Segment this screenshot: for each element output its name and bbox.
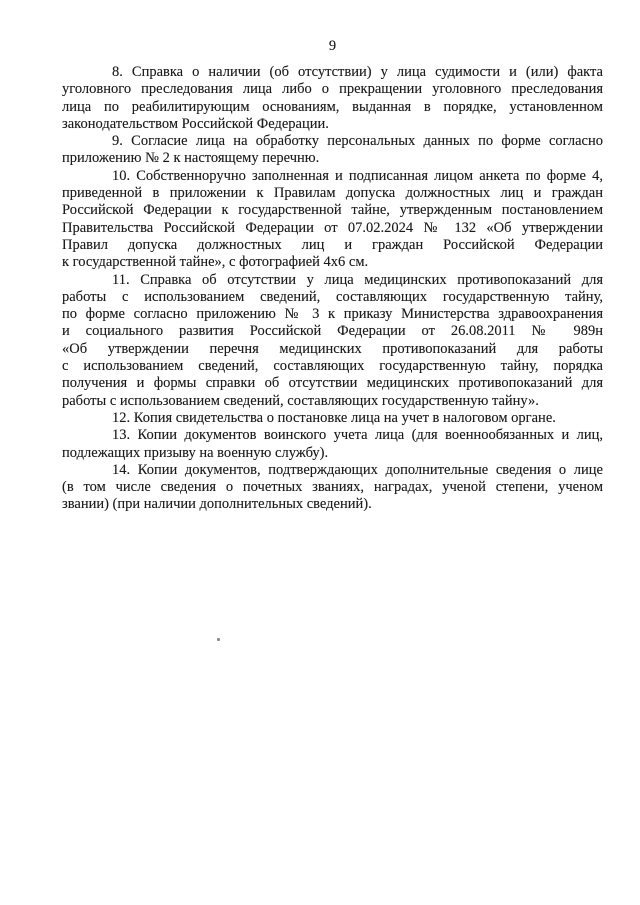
paragraph-item-8 (62, 64, 603, 133)
paragraph-item-10 (62, 168, 603, 272)
paragraph-line: 8. Справка о наличии (об отсутствии) у лица судимости и (или) факта (112, 64, 603, 80)
paragraph-line: приложению № 2 к настоящему перечню. (62, 150, 320, 167)
paragraph-item-14 (62, 462, 603, 514)
paragraph-line: лица по реабилитирующим основаниям, выданная в порядке, установленном (62, 98, 603, 115)
paragraph-item-11 (62, 272, 603, 410)
paragraph-line: работы с использованием сведений, составляющих государственную тайну». (62, 392, 539, 409)
page-number: 9 (328, 38, 337, 54)
paragraph-line: приведенной в приложении к Правилам допуска должностных лиц и граждан (62, 185, 603, 202)
paragraph-line: Правительства Российской Федерации от 07.02.2024 № 132 «Об утверждении (62, 219, 603, 236)
paragraph-line: (в том числе сведения о почетных званиях, наградах, ученой степени, ученом (62, 479, 603, 496)
paragraph-line: к государственной тайне», с фотографией 4х6 см. (62, 254, 369, 271)
paragraph-line: «Об утверждении перечня медицинских противопоказаний для работы (62, 340, 603, 357)
scan-artifact-dot (217, 638, 220, 641)
paragraph-line: Правил допуска должностных лиц и граждан Российской Федерации (62, 236, 603, 253)
paragraph-line: с использованием сведений, составляющих государственную тайну, порядка (62, 358, 603, 375)
paragraph-line: по форме согласно приложению № 3 к приказу Министерства здравоохранения (62, 306, 603, 323)
paragraph-line: подлежащих призыву на военную службу). (62, 444, 329, 461)
paragraph-line: 10. Собственноручно заполненная и подписанная лицом анкета по форме 4, (112, 167, 603, 184)
paragraph-line: 14. Копии документов, подтверждающих дополнительные сведения о лице (112, 461, 603, 478)
paragraph-line: 11. Справка об отсутствии у лица медицинских противопоказаний для (112, 271, 603, 288)
paragraph-item-9 (62, 133, 603, 168)
paragraph-line: Российской Федерации к государственной тайне, утвержденным постановлением (62, 202, 603, 219)
paragraph-line: и социального развития Российской Федерации от 26.08.2011 № 989н (62, 323, 603, 340)
paragraph-line: 13. Копии документов воинского учета лица (для военнообязанных и лиц, (112, 427, 603, 444)
paragraph-line: звании) (при наличии дополнительных сведений). (62, 496, 372, 513)
document-body (62, 64, 603, 514)
paragraph-line: уголовного преследования лица либо о прекращении уголовного преследования (62, 81, 603, 98)
paragraph-line: работы с использованием сведений, составляющих государственную тайну, (62, 288, 603, 305)
paragraph-item-13 (62, 427, 603, 462)
paragraph-item-12 (62, 410, 603, 427)
paragraph-line: получения и формы справки об отсутствии медицинских противопоказаний для (62, 375, 603, 392)
paragraph-line: 9. Согласие лица на обработку персональных данных по форме согласно (112, 133, 603, 150)
paragraph-line: законодательством Российской Федерации. (62, 115, 329, 132)
paragraph-line: 12. Копия свидетельства о постановке лица на учет в налоговом органе. (112, 409, 556, 426)
